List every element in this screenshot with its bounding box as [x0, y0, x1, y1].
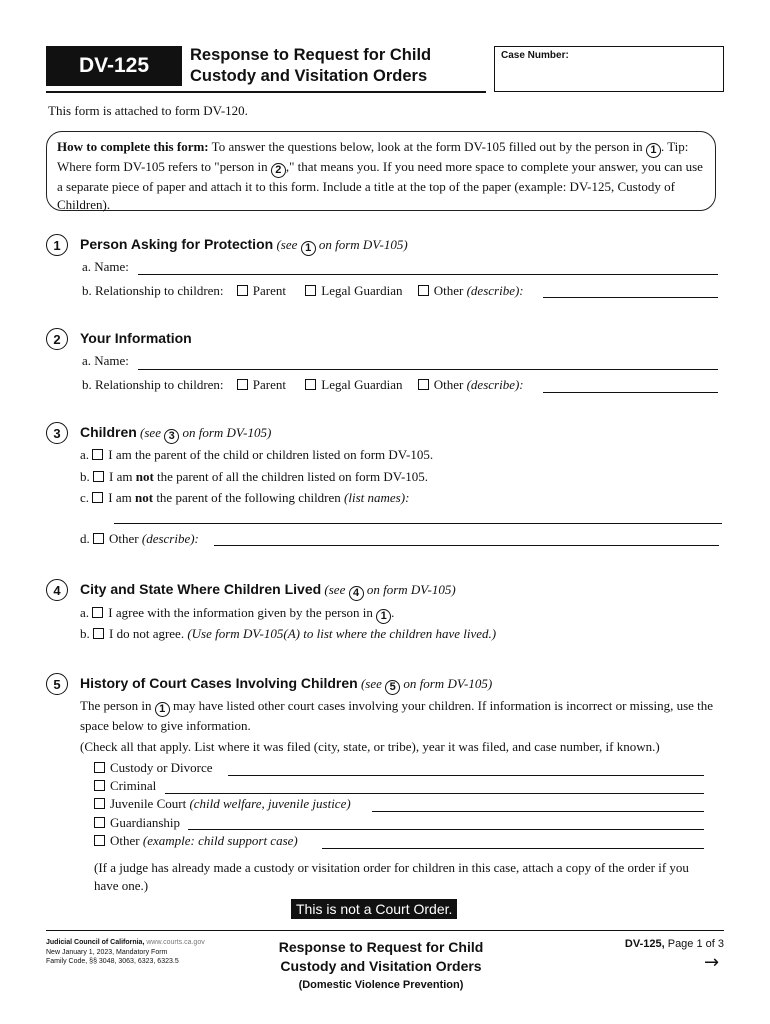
s3-c-bold: not	[135, 490, 154, 505]
s4-b-italic: (Use form DV-105(A) to list where the children have lived.)	[187, 626, 497, 641]
s3-children-names-field[interactable]	[114, 523, 722, 524]
s3-c-text: I am	[108, 490, 135, 505]
s4-option-b	[80, 626, 496, 642]
footer-divider	[46, 930, 724, 931]
s5-option-juvenile	[94, 796, 351, 812]
s5-juvenile-field[interactable]	[372, 811, 704, 812]
s5-guardianship-label: Guardianship	[110, 815, 181, 830]
footer-page-number: Page 1 of 3	[664, 938, 724, 950]
s5-juvenile-label: Juvenile Court	[110, 796, 187, 811]
footer-form-status: New January 1, 2023, Mandatory Form	[46, 948, 168, 956]
see-ref: (see	[357, 676, 386, 691]
not-court-order-banner: This is not a Court Order.	[291, 899, 457, 919]
footer-website-link[interactable]: www.courts.ca.gov	[146, 939, 205, 946]
s4-option-a	[80, 605, 394, 624]
s5-guardianship-field[interactable]	[188, 829, 704, 830]
footer-title-line1: Response to Request for Child	[278, 939, 484, 955]
section-number-4: 4	[46, 579, 68, 601]
s3-other-field[interactable]	[214, 545, 719, 546]
s5-other-label: Other	[110, 833, 140, 848]
footer-council: Judicial Council of California,	[46, 939, 147, 946]
section-number-1: 1	[46, 234, 68, 256]
s3-d-checkbox[interactable]	[93, 533, 104, 544]
form-title-line2: Custody and Visitation Orders	[190, 67, 428, 85]
next-page-arrow-icon[interactable]: →	[704, 952, 720, 973]
s3-option-b	[80, 469, 428, 485]
s5-other-field[interactable]	[322, 848, 704, 849]
item-number-icon: 3	[164, 429, 179, 444]
s5-criminal-field[interactable]	[165, 793, 704, 794]
s3-option-d	[80, 531, 199, 547]
see-ref: on form DV-105)	[315, 237, 408, 252]
s4-a-checkbox[interactable]	[92, 607, 103, 618]
s5-other-checkbox[interactable]	[94, 835, 105, 846]
howto-heading: How to complete this form:	[57, 139, 209, 154]
footer-subtitle: (Domestic Violence Prevention)	[298, 979, 464, 991]
s5-option-guardianship	[94, 815, 180, 831]
s1-guardian-label: Legal Guardian	[321, 283, 403, 298]
s3-c-italic: (list names):	[344, 490, 410, 505]
s3-option-a	[80, 447, 433, 463]
s5-other-italic: (example: child support case)	[139, 833, 298, 848]
s1-other-label: Other	[433, 283, 464, 298]
s4-a-text: I agree with the information given by the person in	[108, 605, 377, 620]
s3-b-bold: not	[135, 469, 154, 484]
s4-b-text: I do not agree.	[109, 626, 188, 641]
s2-other-label: Other	[433, 377, 464, 392]
s5-paragraph-2: (Check all that apply. List where it was filed (city, state, or tribe), year it was filed, and case number, if known.)	[80, 739, 660, 754]
see-ref: (see	[321, 582, 349, 597]
s5-guardianship-checkbox[interactable]	[94, 817, 105, 828]
s3-b-text-2: the parent of all the children listed on form DV-105.	[153, 469, 429, 484]
s5-paragraph-1	[80, 697, 720, 735]
s1-relationship-label: b. Relationship to children:	[82, 283, 224, 298]
footer-code-refs: Family Code, §§ 3048, 3063, 6323, 6323.5	[46, 958, 179, 965]
footer-title	[250, 938, 512, 994]
s2-other-checkbox[interactable]	[418, 379, 429, 390]
section-3-title	[80, 424, 271, 444]
s3-c-checkbox[interactable]	[92, 492, 103, 503]
s5-custody-checkbox[interactable]	[94, 762, 105, 773]
case-number-field[interactable]	[494, 46, 724, 92]
item-number-icon: 1	[376, 609, 391, 624]
howto-text-2: . Tip: Where form DV-105 refers to "person in	[57, 139, 689, 174]
section-number-3: 3	[46, 422, 68, 444]
s1-parent-label: Parent	[252, 283, 287, 298]
s3-d-italic: (describe):	[138, 531, 199, 546]
s2-name-field[interactable]	[138, 369, 718, 370]
s3-b-checkbox[interactable]	[93, 471, 104, 482]
s3-c-text-2: the parent of the following children	[153, 490, 345, 505]
form-title-line1: Response to Request for Child	[190, 46, 432, 64]
case-number-label: Case Number:	[501, 50, 569, 61]
section-3-heading: Children	[80, 424, 137, 440]
s4-b-label: b.	[80, 626, 90, 641]
s2-guardian-label: Legal Guardian	[321, 377, 403, 392]
s1-other-field[interactable]	[543, 297, 718, 298]
s1-other-checkbox[interactable]	[418, 285, 429, 296]
s3-b-text: I am	[109, 469, 136, 484]
s5-juvenile-italic: (child welfare, juvenile justice)	[186, 796, 351, 811]
s5-p1-text-2: may have listed other court cases involving your children. If information is incorrect or missing, use the space below to give information.	[80, 698, 714, 733]
s1-parent-checkbox[interactable]	[237, 285, 248, 296]
s1-name-field[interactable]	[138, 274, 718, 275]
section-5-heading: History of Court Cases Involving Children	[80, 675, 358, 691]
form-id: DV-125	[46, 46, 182, 86]
footer-title-line2: Custody and Visitation Orders	[280, 958, 482, 974]
s5-criminal-label: Criminal	[110, 778, 157, 793]
see-ref: (see	[136, 425, 165, 440]
s2-relationship-row	[82, 377, 524, 393]
section-5-title	[80, 675, 492, 695]
s5-option-custody	[94, 760, 213, 776]
s5-custody-field[interactable]	[228, 775, 704, 776]
see-ref: on form DV-105)	[363, 582, 456, 597]
form-title	[190, 45, 431, 87]
item-number-icon: 1	[155, 702, 170, 717]
s5-p1-text: The person in	[80, 698, 155, 713]
section-1-title	[80, 236, 408, 256]
s3-a-text: I am the parent of the child or children listed on form DV-105.	[108, 447, 434, 462]
s2-other-field[interactable]	[543, 392, 718, 393]
s2-name-label: a. Name:	[82, 353, 129, 368]
s1-describe-label: (describe):	[463, 283, 524, 298]
footer-left	[46, 938, 205, 967]
s5-juvenile-checkbox[interactable]	[94, 798, 105, 809]
item-number-icon: 4	[349, 586, 364, 601]
howto-text-3: ," that means you. If you need more space to complete your answer, you can use a separate piece of paper and attach it to this form. Include a title at the top of the paper (example: DV-125, Custody of Children).	[57, 158, 703, 212]
see-ref: on form DV-105)	[179, 425, 272, 440]
section-2-title	[80, 330, 192, 348]
s3-d-label: d.	[80, 531, 90, 546]
s2-guardian-checkbox[interactable]	[305, 379, 316, 390]
section-number-2: 2	[46, 328, 68, 350]
section-4-title	[80, 581, 456, 601]
s3-b-label: b.	[80, 469, 90, 484]
s2-relationship-label: b. Relationship to children:	[82, 377, 224, 392]
s3-a-checkbox[interactable]	[92, 449, 103, 460]
s2-parent-label: Parent	[252, 377, 287, 392]
s3-d-text: Other	[109, 531, 139, 546]
item-number-icon: 5	[385, 680, 400, 695]
s5-criminal-checkbox[interactable]	[94, 780, 105, 791]
s4-a-label: a.	[80, 605, 90, 620]
section-4-heading: City and State Where Children Lived	[80, 581, 322, 597]
item-number-icon: 1	[301, 241, 316, 256]
howto-box	[46, 131, 716, 211]
s4-a-text-2: .	[391, 605, 395, 620]
section-1-heading: Person Asking for Protection	[80, 236, 274, 252]
s3-a-label: a.	[80, 447, 90, 462]
section-2-heading: Your Information	[80, 330, 192, 346]
s2-describe-label: (describe):	[463, 377, 524, 392]
see-ref: on form DV-105)	[400, 676, 493, 691]
title-divider	[46, 91, 486, 93]
s5-option-criminal	[94, 778, 156, 794]
s4-b-checkbox[interactable]	[93, 628, 104, 639]
attached-note: This form is attached to form DV-120.	[48, 103, 248, 118]
s2-parent-checkbox[interactable]	[237, 379, 248, 390]
s1-relationship-row	[82, 283, 524, 299]
see-ref: (see	[273, 237, 301, 252]
s5-paragraph-3: (If a judge has already made a custody or visitation order for children in this case, attach a copy of the order if you have one.)	[94, 860, 689, 893]
s3-option-c	[80, 490, 409, 506]
s5-option-other	[94, 833, 298, 849]
howto-text-1: To answer the questions below, look at the form DV-105 filled out by the person in	[208, 139, 646, 154]
footer-page-info	[560, 938, 724, 950]
footer-form-id: DV-125,	[624, 938, 665, 950]
item-number-icon: 1	[646, 143, 661, 158]
s5-custody-label: Custody or Divorce	[110, 760, 213, 775]
item-number-icon: 2	[271, 163, 286, 178]
s1-guardian-checkbox[interactable]	[305, 285, 316, 296]
s1-name-label: a. Name:	[82, 259, 129, 274]
s3-c-label: c.	[80, 490, 90, 505]
section-number-5: 5	[46, 673, 68, 695]
